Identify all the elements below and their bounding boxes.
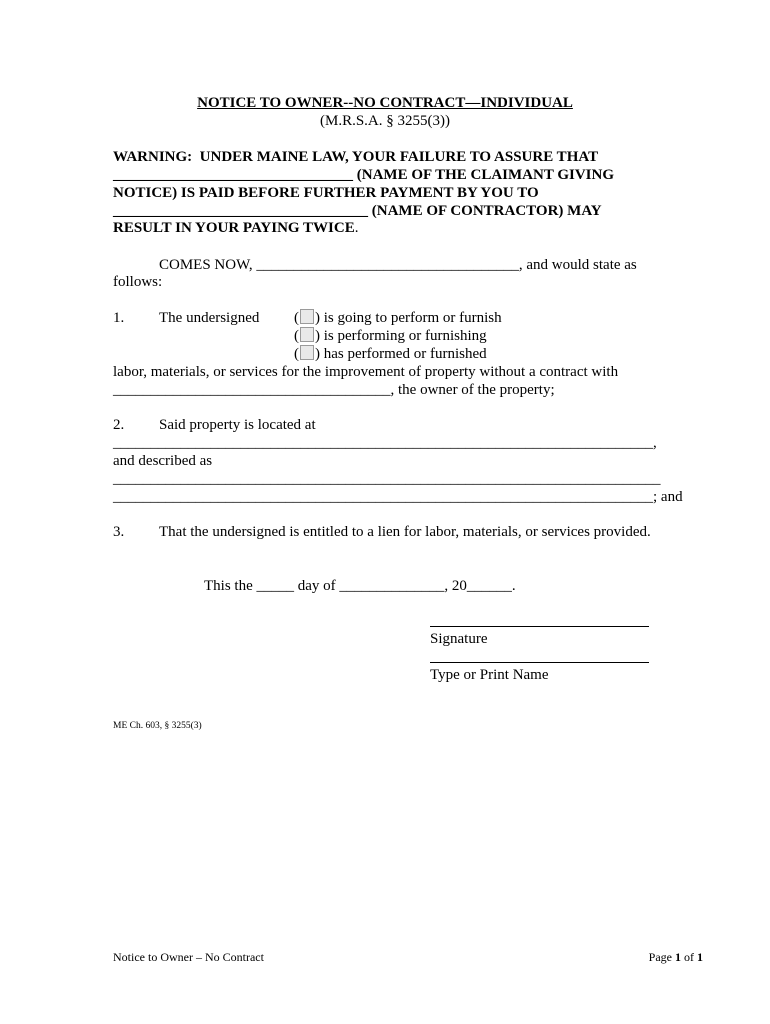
item-1-text-line-2: _____________________________________, the owner of the property; — [113, 382, 555, 398]
warning-paying-twice: RESULT IN YOUR PAYING TWICE — [113, 220, 355, 236]
option-has-performed: ( ) has performed or furnished — [294, 346, 487, 362]
checkbox-has-performed[interactable] — [300, 345, 314, 360]
signature-line[interactable] — [430, 626, 649, 627]
warning-line-5 — [113, 219, 359, 237]
item-1-number: 1. — [113, 310, 125, 326]
comes-now-line: COMES NOW, ___________________________________, and would state as — [159, 257, 637, 273]
warning-line-1: WARNING: UNDER MAINE LAW, YOUR FAILURE TO ASSURE THAT — [113, 149, 599, 165]
statute-citation: ME Ch. 603, § 3255(3) — [113, 721, 202, 731]
statute-reference: (M.R.S.A. § 3255(3)) — [320, 113, 450, 129]
item-2-label: Said property is located at — [159, 417, 316, 433]
follows-line: follows: — [113, 274, 163, 290]
checkbox-going-to-perform[interactable] — [300, 309, 314, 324]
warning-line-4: __________________________________ (NAME OF CONTRACTOR) MAY — [113, 203, 602, 219]
item-1-text-line-1: labor, materials, or services for the improvement of property without a contract with — [113, 364, 619, 380]
print-name-line[interactable] — [430, 662, 649, 663]
item-3-number: 3. — [113, 524, 125, 540]
item-1-label: The undersigned — [159, 310, 260, 326]
footer-document-name: Notice to Owner – No Contract — [113, 950, 264, 964]
item-2-number: 2. — [113, 417, 125, 433]
property-location-line: ________________________________________________________________________, — [113, 435, 657, 451]
print-name-label: Type or Print Name — [430, 667, 549, 683]
warning-period: . — [354, 220, 359, 236]
document-title: NOTICE TO OWNER--NO CONTRACT—INDIVIDUAL — [197, 95, 573, 111]
warning-line-3: NOTICE) IS PAID BEFORE FURTHER PAYMENT BY YOU TO — [113, 185, 539, 201]
description-line-1: _________________________________________________________________________ — [113, 471, 661, 487]
description-line-2: ________________________________________________________________________; and — [113, 489, 683, 505]
option-performing: ( ) is performing or furnishing — [294, 328, 487, 344]
footer-page-number: Page 1 of 1 — [648, 950, 703, 964]
checkbox-performing[interactable] — [300, 327, 314, 342]
item-3-text: That the undersigned is entitled to a lien for labor, materials, or services provided. — [159, 524, 651, 540]
signature-label: Signature — [430, 631, 488, 647]
option-going-to-perform: ( ) is going to perform or furnish — [294, 310, 502, 326]
warning-line-2: ________________________________ (NAME OF THE CLAIMANT GIVING — [113, 167, 614, 183]
described-as-label: and described as — [113, 453, 213, 469]
date-line: This the _____ day of ______________, 20______. — [204, 578, 516, 594]
